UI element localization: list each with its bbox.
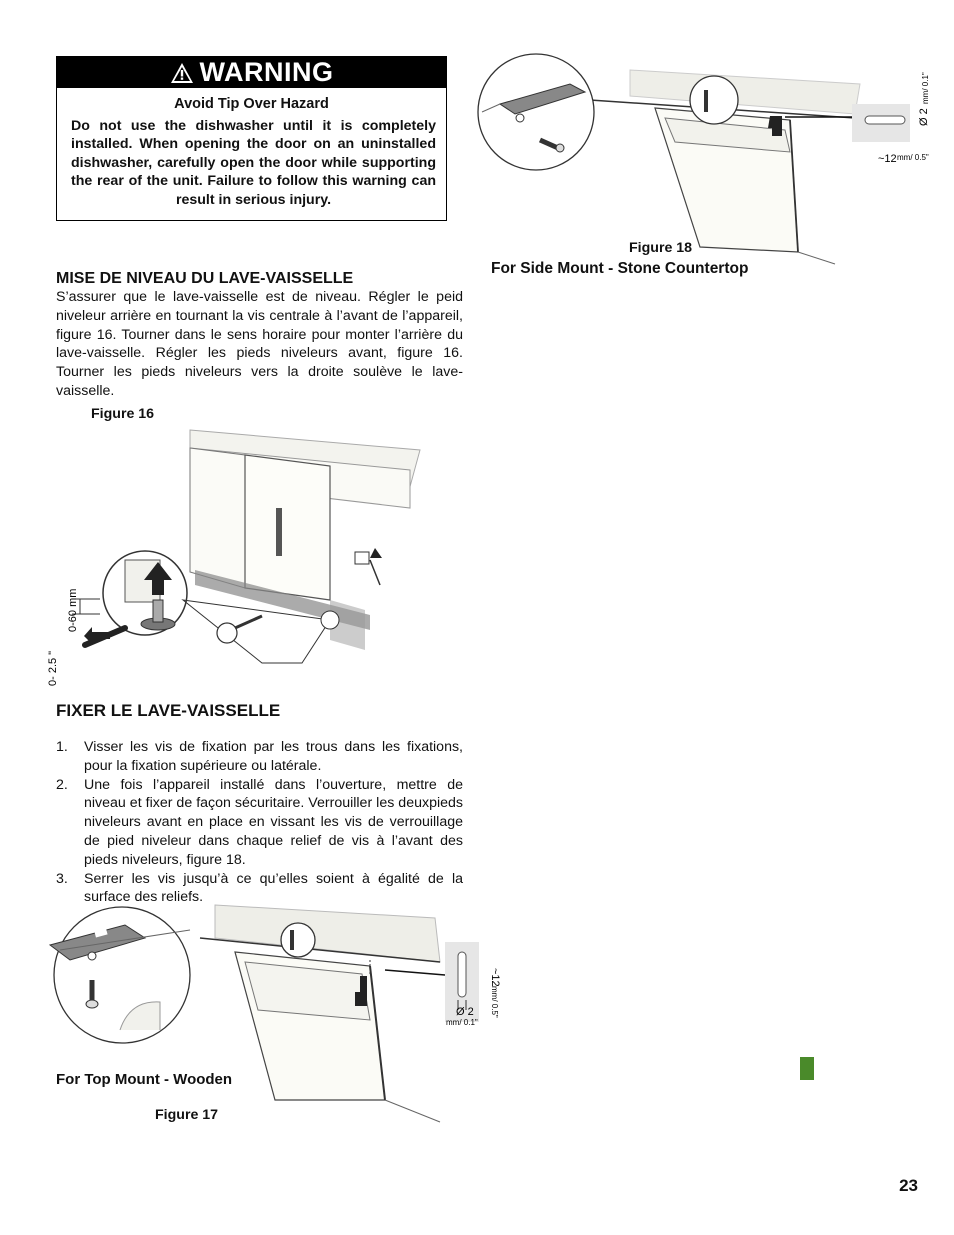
warning-box: [56, 56, 447, 221]
warning-triangle-icon: [170, 62, 194, 84]
figure17-dim-a: ~12: [489, 968, 501, 987]
page-number: 23: [899, 1176, 918, 1195]
figure17-dim-b: Ø 2: [456, 1006, 474, 1018]
securing-steps: [56, 738, 463, 907]
figure16-illustration: [40, 420, 440, 690]
figure17-label: Figure 17: [155, 1107, 219, 1123]
step-2-text: Une fois l’appareil installé dans l’ouverture, mettre de niveau et fixer de façon sécuritaire. Verrouiller les deuxpieds niveleurs avant en place en vissant les vis de verrouillage de pied niveleur dans chaque relief de vis à l’avant des pieds niveleurs, figure 18.: [84, 776, 463, 868]
step-1-number: 1.: [56, 739, 68, 755]
warning-bar: [57, 57, 446, 88]
leveling-body: S’assurer que le lave-vaisselle est de niveau. Régler le peid niveleur arrière en tournant la vis centrale à l’avant de l’appareil, figure 16. Tourner dans le sens horaire pour monter l’arrière du lave-vaisselle. Régler les pieds niveleurs avant, figure 16. Tourner les pieds niveleurs vers la droite soulève le lave-vaisselle.: [56, 289, 463, 399]
step-2: [56, 776, 463, 870]
figure18-label: Figure 18: [629, 240, 693, 256]
figure18-dim-b-unit: mm/ 0.5": [897, 153, 929, 162]
figure18-caption: For Side Mount - Stone Countertop: [491, 260, 749, 277]
figure18-dim-b: ~12: [878, 153, 897, 165]
step-1-text: Visser les vis de fixation par les trous dans les fixations, pour la fixation supérieure ou latérale.: [84, 739, 463, 774]
warning-title: WARNING: [199, 57, 334, 87]
figure18-dim-a-unit: mm/ 0.1": [921, 72, 930, 104]
figure17-illustration: [40, 900, 510, 1125]
figure17-caption: For Top Mount - Wooden: [56, 1071, 233, 1088]
step-2-number: 2.: [56, 776, 68, 793]
step-3-number: 3.: [56, 870, 68, 887]
figure16-dim-mm: 0-60 mm: [67, 588, 79, 632]
figure16-dim-in: 0- 2.5 ": [47, 650, 59, 686]
figure18-dim-a: Ø 2: [918, 108, 930, 126]
step-1: [56, 738, 463, 776]
securing-heading: FIXER LE LAVE-VAISSELLE: [56, 701, 281, 720]
figure17-dim-a-unit: mm/ 0.5": [490, 986, 499, 1018]
figure16-label: Figure 16: [91, 406, 155, 422]
figure17-dim-b-unit: mm/ 0.1": [446, 1018, 478, 1027]
step-3-text: Serrer les vis jusqu’à ce qu’elles soient à égalité de la surface des reliefs.: [84, 870, 463, 906]
figure18-illustration: [470, 52, 940, 267]
warning-text: Do not use the dishwasher until it is completely installed. When opening the door on an uninstalled dishwasher, carefully open the door while supporting the rear of the unit. Failure to follow this warning can result in serious injury.: [71, 118, 436, 208]
leveling-heading: MISE DE NIVEAU DU LAVE-VAISSELLE: [56, 270, 354, 287]
section-tab-marker: [800, 1057, 814, 1080]
warning-subtitle: Avoid Tip Over Hazard: [174, 96, 329, 112]
